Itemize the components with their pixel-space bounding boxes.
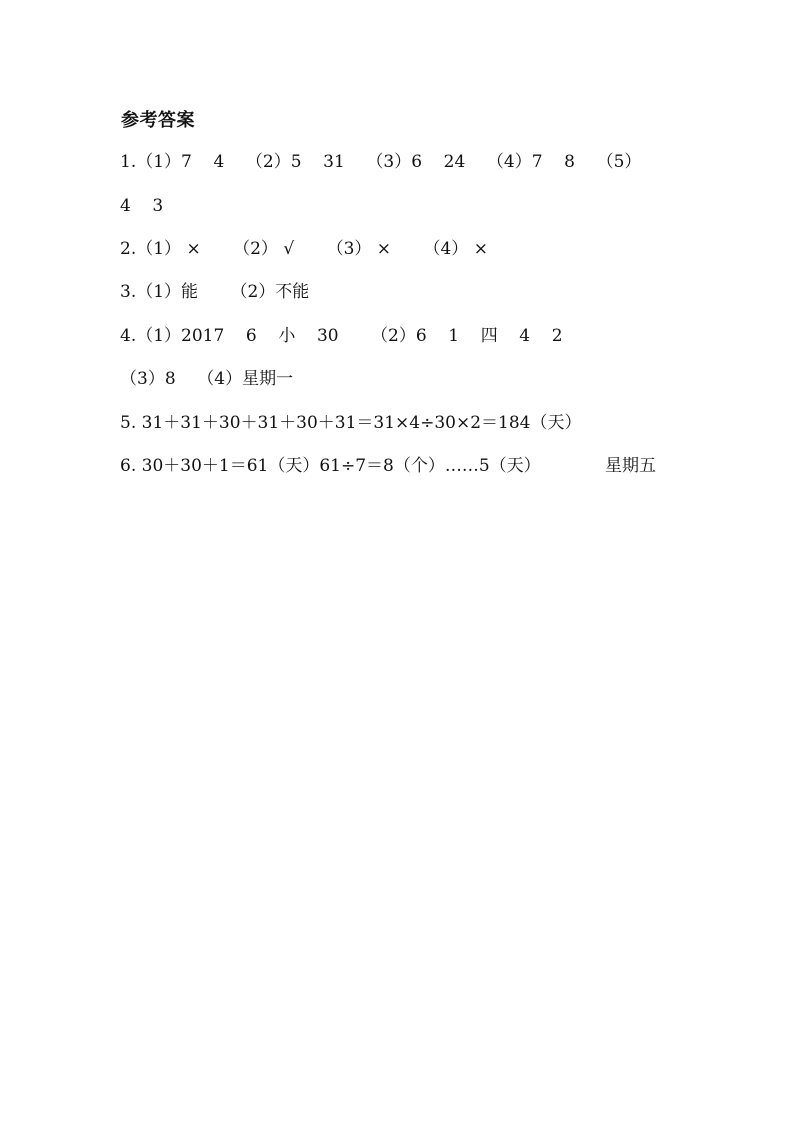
page-title: 参考答案 — [121, 110, 195, 131]
answer-line-4: 4.（1）2017 6 小 30 （2）6 1 四 4 2 — [120, 326, 563, 346]
answer-line-1-cont: 4 3 — [120, 196, 164, 216]
answer-line-5: 5. 31＋31＋30＋31＋30＋31＝31×4÷30×2＝184（天） — [120, 413, 582, 433]
answer-line-6-result: 星期五 — [605, 456, 656, 476]
answer-line-2: 2.（1） × （2） √ （3） × （4） × — [120, 239, 488, 259]
answer-line-3: 3.（1）能 （2）不能 — [120, 282, 310, 302]
answer-line-4-cont: （3）8 （4）星期一 — [120, 369, 294, 389]
answer-line-1: 1.（1）7 4 （2）5 31 （3）6 24 （4）7 8 （5） — [120, 152, 642, 172]
answer-line-6: 6. 30＋30＋1＝61（天）61÷7＝8（个）……5（天） — [120, 456, 541, 476]
